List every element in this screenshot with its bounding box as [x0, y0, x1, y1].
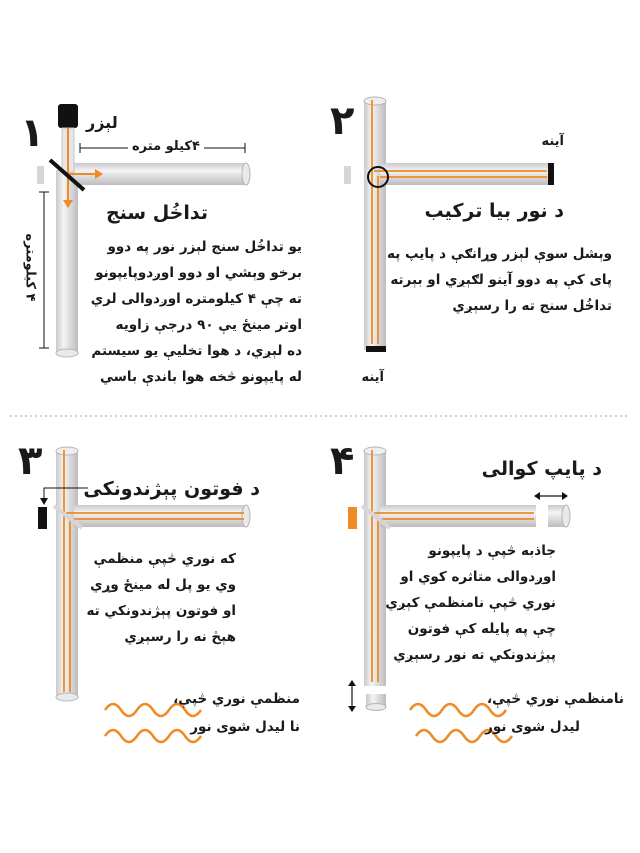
panel-3-body-line: هېڅ نه را رسېږي	[124, 629, 236, 645]
laser-source	[58, 104, 78, 128]
panel-4-body-line: اوږدوالی متاثره کوي او	[400, 569, 556, 585]
panel-4-title: د پایپ کوالی	[481, 458, 602, 480]
panel-4-body-line: چې په پایله کې فوتون	[407, 621, 556, 637]
panel-2-title: د نور بیا ترکیب	[424, 200, 564, 222]
panel-2-body-line: پای کې په دوو آینو لګېږي او بېرته	[390, 272, 612, 288]
panel-1-body-line: یو تداخُل سنج لېزر نور په دوو	[107, 239, 302, 255]
laser-label: لېزر	[86, 113, 118, 132]
arm-length-label-h: ۴کیلو متره	[128, 139, 204, 154]
vertical-tube	[364, 450, 386, 686]
arm-length-label-v: ۴ کیلومتره	[22, 230, 37, 306]
panel-3-body-line: او فوتون پېژندونکي ته	[86, 603, 236, 619]
panel-4-body-line: جاذبه څپې د پایپونو	[428, 543, 556, 559]
horizontal-tube	[380, 163, 552, 185]
wave-label-2: نا لیدل شوی نور	[190, 719, 300, 735]
photon-detector	[38, 507, 47, 529]
detector-stub	[37, 166, 44, 184]
panel-3-body-line: که نوري څپې منظمې	[93, 551, 236, 567]
wave-2	[105, 730, 201, 742]
vertical-tube	[364, 100, 386, 350]
panel-3-body-line: وي یو پل له مینځ وړي	[90, 577, 236, 593]
panel-2-body-line: وېشل سوې لېزر وړانګې د پایپ په	[387, 246, 612, 262]
panel-4-body-line: پېژندونکي ته نور رسېږي	[393, 647, 556, 663]
wave-label-2: لیدل شوی نور	[485, 719, 580, 735]
panel-1-body-line: برخو وېشي او دوو اوږدوپایپونو	[95, 265, 302, 281]
panel-4-body-line: نوري څپې نامنظمې کېږي	[385, 595, 556, 611]
mirror-right-label: آینه	[541, 134, 564, 149]
panel-3-number: ٣	[18, 438, 43, 484]
vertical-tube	[56, 450, 78, 698]
wave-label-1: نامنظمې نوري څپې،	[487, 691, 624, 707]
panel-2-body-line: تداخُل سنج ته را رسېږي	[452, 298, 612, 314]
mirror-bottom-label: آینه	[361, 370, 384, 385]
mirror-right	[548, 163, 554, 185]
photon-detector-lit	[348, 507, 357, 529]
panel-1-number: ١	[20, 110, 45, 156]
panel-1-body-line: اوتر مینځ یې ۹۰ درجې زاویه	[115, 317, 302, 333]
panel-3-title: د فوتون پېژندونکی	[83, 478, 260, 500]
panel-4-number: ۴	[330, 438, 355, 484]
panel-1-body-line: ده لېږي، د هوا تخلیې یو سیستم	[91, 343, 302, 359]
panel-2-number: ٢	[330, 98, 355, 144]
wave-label-1: منظمې نوري څپې،	[173, 691, 300, 707]
horizontal-tube	[74, 505, 246, 527]
horizontal-tube	[380, 505, 536, 527]
panel-1-body-line: ته چې ۴ کیلومتره اوږدوالی لري	[90, 291, 302, 307]
panel-1-body-line: له پایپونو څخه هوا باندې باسي	[99, 369, 302, 385]
mirror-bottom	[366, 346, 386, 352]
detector-stub	[344, 166, 351, 184]
panel-1-title: تداخُل سنج	[105, 202, 208, 224]
